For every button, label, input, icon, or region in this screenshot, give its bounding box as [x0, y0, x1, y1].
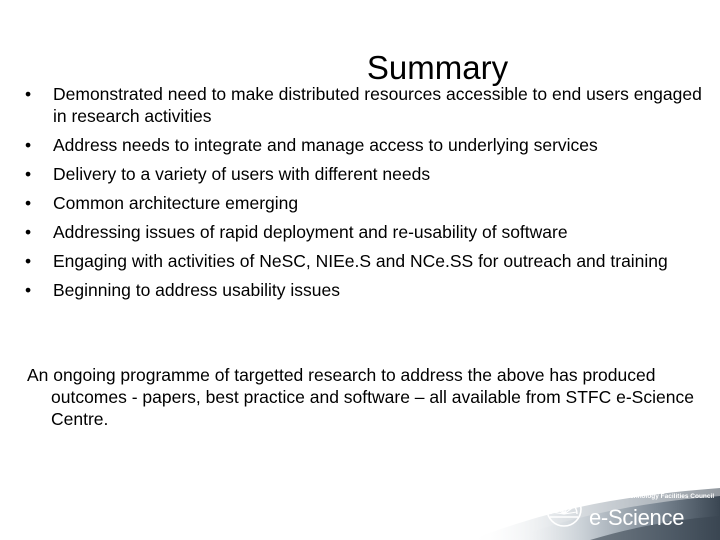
bullet-marker: •	[25, 164, 32, 184]
bullet-text: Beginning to address usability issues	[53, 280, 340, 300]
bullet-item	[25, 163, 705, 185]
bullet-item	[25, 279, 705, 301]
stfc-logo-icon	[545, 490, 583, 528]
bullet-marker: •	[25, 280, 32, 300]
bullet-list	[25, 83, 705, 308]
bullet-text: Address needs to integrate and manage access to underlying services	[53, 135, 598, 155]
slide-title: Summary	[366, 49, 509, 87]
closing-paragraph: An ongoing programme of targetted research to address the above has produced outcomes - papers, best practice and software – all available from STFC e-Science Centre.	[27, 365, 694, 429]
bullet-text: Common architecture emerging	[53, 193, 299, 213]
bullet-marker: •	[25, 193, 32, 213]
bullet-marker: •	[25, 222, 32, 242]
bullet-text: Addressing issues of rapid deployment and re-usability of software	[53, 222, 568, 242]
brand-escience-wordmark: e-Science	[589, 505, 685, 530]
bullet-marker: •	[25, 84, 32, 104]
bullet-item	[25, 134, 705, 156]
bullet-item	[25, 221, 705, 243]
bullet-item	[25, 250, 705, 272]
bullet-text: Demonstrated need to make distributed resources accessible to end users engaged in research activities	[53, 84, 702, 126]
bullet-marker: •	[25, 135, 32, 155]
bullet-item	[25, 192, 705, 214]
bullet-item	[25, 83, 705, 127]
bullet-marker: •	[25, 251, 32, 271]
bullet-text: Engaging with activities of NeSC, NIEe.S and NCe.SS for outreach and training	[53, 251, 668, 271]
brand-council-name: Science & Technology Facilities Council	[590, 493, 715, 500]
bullet-text: Delivery to a variety of users with different needs	[53, 164, 431, 184]
